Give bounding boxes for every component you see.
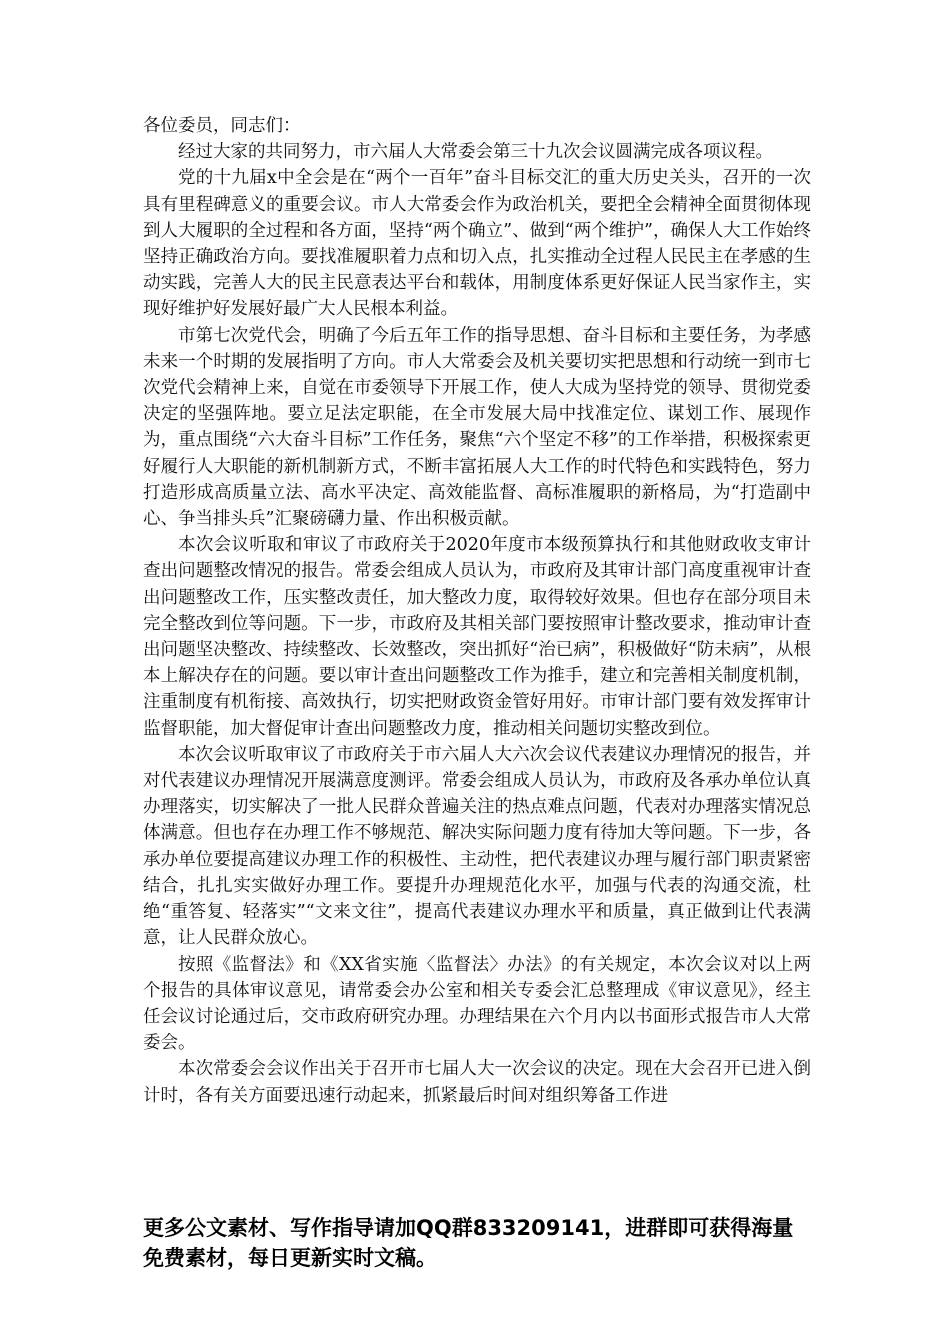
paragraph-5: 本次会议听取审议了市政府关于市六届人大六次会议代表建议办理情况的报告，并对代表建议办理情况开展满意度测评。常委会组成人员认为，市政府及各承办单位认真办理落实，切实解决了一批人民群众普遍关注的热点难点问题，代表对办理落实情况总体满意。但也存在办理工作不够规范、解决实际问题力度有待加大等问题。下一步，各承办单位要提高建议办理工作的积极性、主动性，把代表建议办理与履行部门职责紧密结合，扎扎实实做好办理工作。要提升办理规范化水平，加强与代表的沟通交流，杜绝“重答复、轻落实”“文来文往”，提高代表建议办理水平和质量，真正做到让代表满意，让人民群众放心。 [143,744,811,949]
paragraph-1: 经过大家的共同努力，市六届人大常委会第三十九次会议圆满完成各项议程。 [178,142,773,163]
paragraph-7: 本次常委会会议作出关于召开市七届人大一次会议的决定。现在大会召开已进入倒计时，各有关方面要迅速行动起来，抓紧最后时间对组织筹备工作进 [143,1059,811,1106]
paragraph-3: 市第七次党代会，明确了今后五年工作的指导思想、奋斗目标和主要任务，为孝感未来一个时期的发展指明了方向。市人大常委会及机关要切实把思想和行动统一到市七次党代会精神上来，自觉在市委领导下开展工作，使人大成为坚持党的领导、贯彻党委决定的坚强阵地。要立足法定职能，在全市发展大局中找准定位、谋划工作、展现作为，重点围绕“六大奋斗目标”工作任务，聚焦“六个坚定不移”的工作举措，积极探索更好履行人大职能的新机制新方式，不断丰富拓展人大工作的时代特色和实践特色，努力打造形成高质量立法、高水平决定、高效能监督、高标准履职的新格局，为“打造副中心、争当排头兵”汇聚磅礴力量、作出积极贡献。 [143,325,811,530]
salutation: 各位委员，同志们： [143,116,301,136]
paragraph-2: 党的十九届x中全会是在“两个一百年”奋斗目标交汇的重大历史关头，召开的一次具有里程碑意义的重要会议。市人大常委会作为政治机关，要把全会精神全面贯彻体现到人大履职的全过程和各方面，坚持“两个确立”、做到“两个维护”，确保人大工作始终坚持正确政治方向。要找准履职着力点和切入点，扎实推动全过程人民民主在孝感的生动实践，完善人大的民主民意表达平台和载体，用制度体系更好保证人民当家作主，实现好维护好发展好最广大人民根本利益。 [143,168,811,320]
document-body [143,113,811,1109]
paragraph-4: 本次会议听取和审议了市政府关于2020年度市本级预算执行和其他财政收支审计查出问题整改情况的报告。常委会组成人员认为，市政府及其审计部门高度重视审计查出问题整改工作，压实整改责任，加大整改力度，取得较好效果。但也存在部分项目未完全整改到位等问题。下一步，市政府及其相关部门要按照审计整改要求，推动审计查出问题坚决整改、持续整改、长效整改，突出抓好“治已病”，积极做好“防未病”，从根本上解决存在的问题。要以审计查出问题整改工作为推手，建立和完善相关制度机制，注重制度有机衔接、高效执行，切实把财政资金管好用好。市审计部门要有效发挥审计监督职能，加大督促审计查出问题整改力度，推动相关问题切实整改到位。 [143,535,811,739]
promo-footer: 更多公文素材、写作指导请加QQ群833209141，进群即可获得海量免费素材，每日更新实时文稿。 [143,1216,794,1270]
paragraph-6: 按照《监督法》和《XX省实施〈监督法〉办法》的有关规定，本次会议对以上两个报告的具体审议意见，请常委会办公室和相关专委会汇总整理成《审议意见》，经主任会议讨论通过后，交市政府研究办理。办理结果在六个月内以书面形式报告市人大常委会。 [143,954,811,1054]
